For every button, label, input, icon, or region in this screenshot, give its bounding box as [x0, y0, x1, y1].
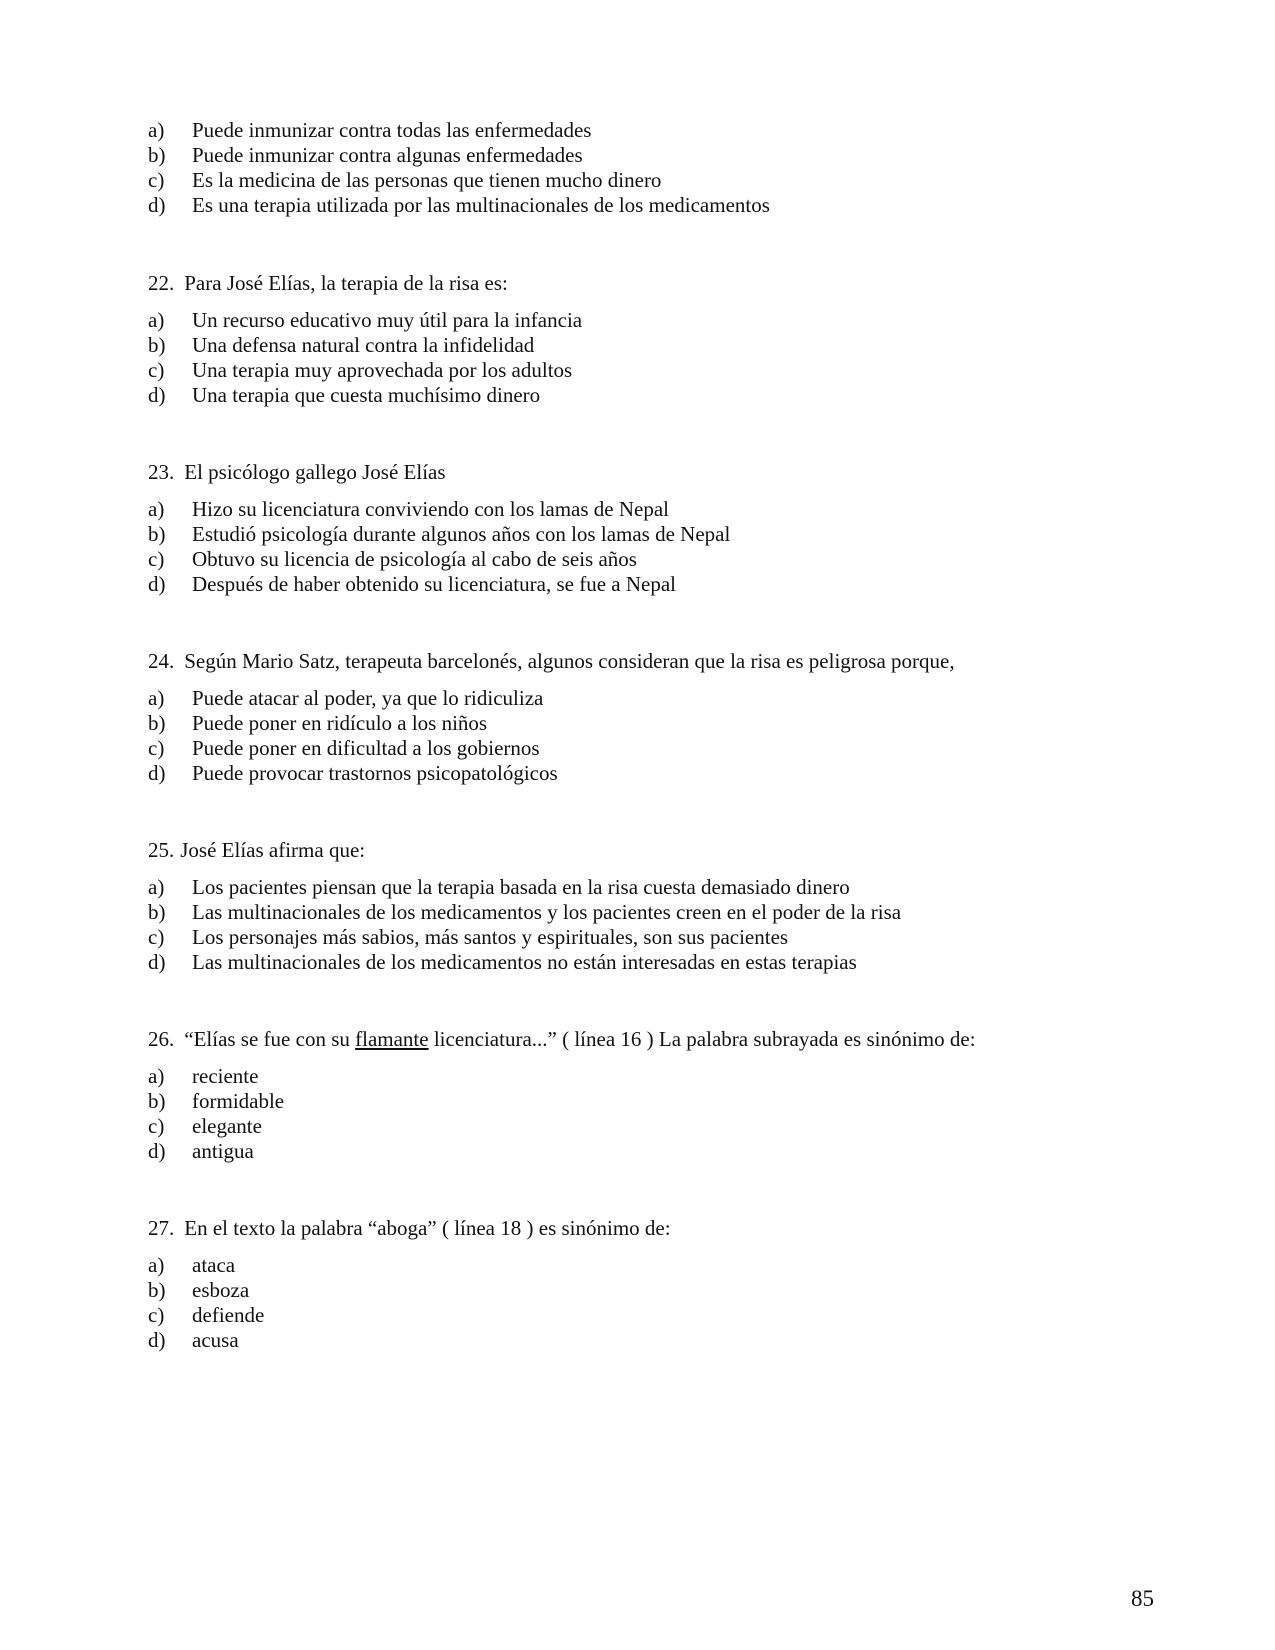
- option-d: [148, 383, 582, 408]
- option-text: antigua: [192, 1139, 254, 1163]
- option-text: Puede inmunizar contra todas las enfermedades: [192, 118, 592, 142]
- option-b: [148, 900, 901, 925]
- option-c: [148, 168, 770, 193]
- option-b: [148, 522, 730, 547]
- option-letter: d): [148, 193, 166, 217]
- option-text: acusa: [192, 1328, 239, 1352]
- question-number: 27.: [148, 1216, 175, 1240]
- option-text: elegante: [192, 1114, 262, 1138]
- question-text: José Elías afirma que:: [180, 838, 366, 862]
- option-text: Puede inmunizar contra algunas enfermedades: [192, 143, 583, 167]
- question-number: 24.: [148, 649, 175, 673]
- option-letter: d): [148, 761, 166, 785]
- option-letter: c): [148, 1303, 165, 1327]
- option-letter: d): [148, 950, 166, 974]
- option-letter: b): [148, 333, 166, 357]
- option-text: defiende: [192, 1303, 265, 1327]
- option-text: Puede provocar trastornos psicopatológicos: [192, 761, 558, 785]
- option-letter: c): [148, 168, 165, 192]
- option-letter: d): [148, 1139, 166, 1163]
- question-22: [148, 271, 508, 296]
- option-d: [148, 1139, 284, 1164]
- option-c: [148, 358, 582, 383]
- option-text: reciente: [192, 1064, 259, 1088]
- option-text: Obtuvo su licencia de psicología al cabo de seis años: [192, 547, 637, 571]
- option-text: Una terapia muy aprovechada por los adultos: [192, 358, 573, 382]
- option-text: Es la medicina de las personas que tienen mucho dinero: [192, 168, 662, 192]
- option-letter: b): [148, 143, 166, 167]
- option-text: Hizo su licenciatura conviviendo con los lamas de Nepal: [192, 497, 670, 521]
- question-27: [148, 1216, 671, 1241]
- option-a: [148, 308, 582, 333]
- question-text: En el texto la palabra “aboga” ( línea 18 ) es sinónimo de:: [184, 1216, 671, 1240]
- option-letter: b): [148, 1278, 166, 1302]
- question-text: Para José Elías, la terapia de la risa es:: [184, 271, 508, 295]
- option-c: [148, 1303, 264, 1328]
- question-number: 23.: [148, 460, 175, 484]
- option-d: [148, 193, 770, 218]
- question-26: [148, 1027, 976, 1052]
- option-text: Las multinacionales de los medicamentos y los pacientes creen en el poder de la risa: [192, 900, 902, 924]
- option-letter: d): [148, 383, 166, 407]
- option-letter: b): [148, 1089, 166, 1113]
- option-letter: a): [148, 1253, 165, 1277]
- option-b: [148, 143, 770, 168]
- option-letter: c): [148, 736, 165, 760]
- option-text: Las multinacionales de los medicamentos no están interesadas en estas terapias: [192, 950, 857, 974]
- option-a: [148, 497, 730, 522]
- option-text: formidable: [192, 1089, 285, 1113]
- option-letter: d): [148, 1328, 166, 1352]
- option-letter: a): [148, 875, 165, 899]
- option-text: ataca: [192, 1253, 236, 1277]
- option-a: [148, 1253, 264, 1278]
- option-letter: a): [148, 686, 165, 710]
- question-text-before: “Elías se fue con su: [184, 1027, 356, 1051]
- option-d: [148, 572, 730, 597]
- question-number: 25.: [148, 838, 175, 862]
- option-text: Un recurso educativo muy útil para la infancia: [192, 308, 583, 332]
- option-c: [148, 736, 558, 761]
- option-text: Los personajes más sabios, más santos y espirituales, son sus pacientes: [192, 925, 789, 949]
- page-number: 85: [1131, 1586, 1154, 1611]
- question-24: [148, 649, 955, 674]
- option-text: Puede poner en ridículo a los niños: [192, 711, 488, 735]
- question-number: 22.: [148, 271, 175, 295]
- question-22-options: [148, 308, 582, 408]
- option-c: [148, 925, 901, 950]
- option-letter: b): [148, 900, 166, 924]
- option-letter: a): [148, 497, 165, 521]
- option-letter: a): [148, 1064, 165, 1088]
- option-letter: d): [148, 572, 166, 596]
- option-a: [148, 686, 558, 711]
- option-a: [148, 118, 770, 143]
- option-letter: b): [148, 711, 166, 735]
- option-letter: c): [148, 547, 165, 571]
- option-b: [148, 1278, 264, 1303]
- option-a: [148, 1064, 284, 1089]
- question-text: El psicólogo gallego José Elías: [184, 460, 446, 484]
- option-letter: c): [148, 1114, 165, 1138]
- question-24-options: [148, 686, 558, 786]
- question-25: [148, 838, 365, 863]
- option-d: [148, 1328, 264, 1353]
- option-text: Una defensa natural contra la infidelidad: [192, 333, 535, 357]
- option-text: Puede atacar al poder, ya que lo ridiculiza: [192, 686, 544, 710]
- question-27-options: [148, 1253, 264, 1353]
- question-21-options: [148, 118, 770, 218]
- option-d: [148, 761, 558, 786]
- option-c: [148, 1114, 284, 1139]
- option-a: [148, 875, 901, 900]
- option-letter: a): [148, 118, 165, 142]
- underlined-word: flamante: [355, 1027, 429, 1051]
- option-text: esboza: [192, 1278, 250, 1302]
- option-d: [148, 950, 901, 975]
- option-b: [148, 1089, 284, 1114]
- option-text: Estudió psicología durante algunos años con los lamas de Nepal: [192, 522, 731, 546]
- option-letter: c): [148, 925, 165, 949]
- option-text: Los pacientes piensan que la terapia basada en la risa cuesta demasiado dinero: [192, 875, 850, 899]
- option-text: Es una terapia utilizada por las multinacionales de los medicamentos: [192, 193, 770, 217]
- option-text: Una terapia que cuesta muchísimo dinero: [192, 383, 541, 407]
- question-25-options: [148, 875, 901, 975]
- question-text: Según Mario Satz, terapeuta barcelonés, algunos consideran que la risa es peligrosa porque,: [184, 649, 955, 673]
- option-text: Después de haber obtenido su licenciatura, se fue a Nepal: [192, 572, 676, 596]
- option-letter: a): [148, 308, 165, 332]
- option-b: [148, 711, 558, 736]
- question-23-options: [148, 497, 730, 597]
- question-26-options: [148, 1064, 284, 1164]
- question-23: [148, 460, 446, 485]
- option-b: [148, 333, 582, 358]
- option-c: [148, 547, 730, 572]
- option-text: Puede poner en dificultad a los gobiernos: [192, 736, 540, 760]
- option-letter: b): [148, 522, 166, 546]
- option-letter: c): [148, 358, 165, 382]
- question-number: 26.: [148, 1027, 175, 1051]
- question-text-after: licenciatura...” ( línea 16 ) La palabra subrayada es sinónimo de:: [428, 1027, 976, 1051]
